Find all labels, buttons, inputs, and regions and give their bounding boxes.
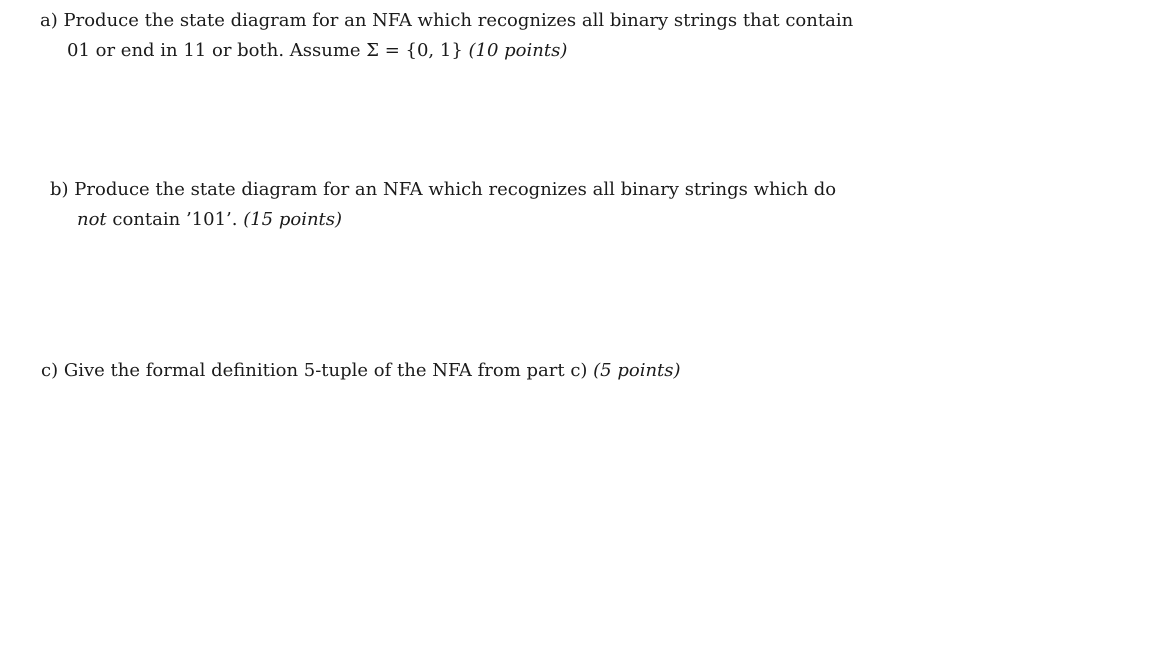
question-b-line-1 bbox=[50, 175, 836, 205]
question-b-emphasis: not bbox=[77, 209, 107, 230]
question-b-text-1: Produce the state diagram for an NFA which recognizes all binary strings which do bbox=[74, 179, 837, 200]
question-a-line-1 bbox=[40, 6, 853, 36]
question-c-line-1 bbox=[41, 356, 681, 386]
question-b-points: (15 points) bbox=[243, 209, 343, 230]
question-a-text-1: Produce the state diagram for an NFA which recognizes all binary strings that contain bbox=[63, 10, 854, 31]
question-c-text-1: Give the formal definition 5-tuple of the NFA from part c) bbox=[63, 360, 588, 381]
question-b bbox=[50, 175, 836, 235]
question-b-line-2 bbox=[50, 205, 836, 235]
question-a-points: (10 points) bbox=[468, 40, 568, 61]
question-b-label: b) bbox=[50, 179, 69, 200]
question-c bbox=[41, 356, 681, 386]
question-c-points: (5 points) bbox=[593, 360, 681, 381]
question-c-label: c) bbox=[41, 360, 59, 381]
question-a-line-2 bbox=[40, 36, 853, 66]
question-a-text-2: 01 or end in 11 or both. Assume Σ = {0, 1} bbox=[67, 40, 463, 61]
question-a-label: a) bbox=[40, 10, 58, 31]
question-a bbox=[40, 6, 853, 66]
question-b-text-2: contain ’101’. bbox=[106, 209, 238, 230]
